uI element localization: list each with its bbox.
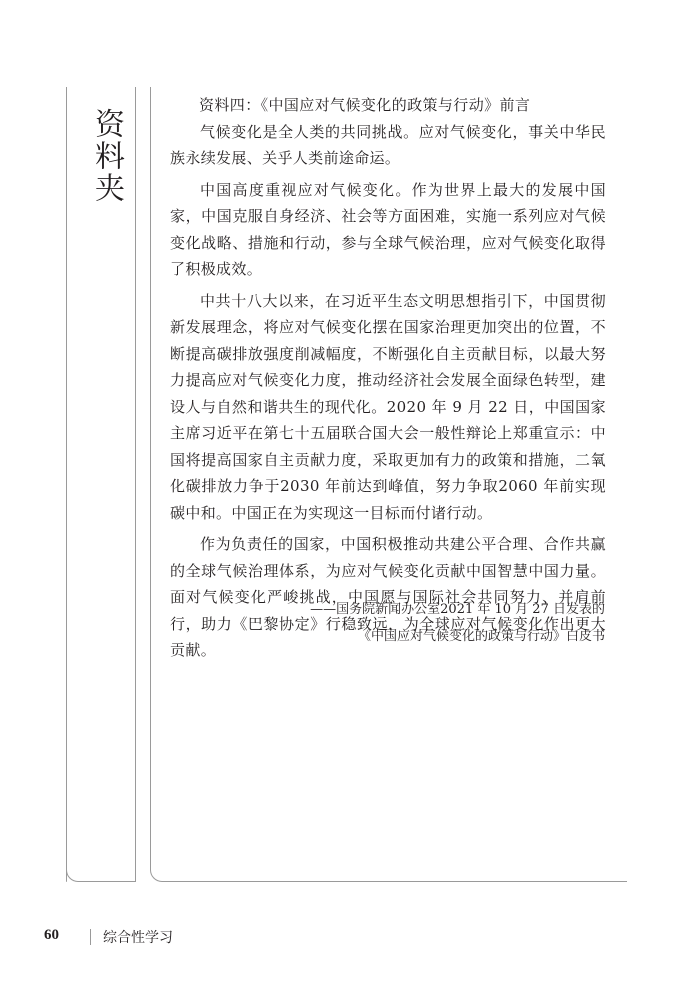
footer-divider xyxy=(90,929,91,945)
paragraph-3: 中共十八大以来，在习近平生态文明思想指引下，中国贯彻新发展理念，将应对气候变化摆在国家治理更加突出的位置，不断提高碳排放强度削减幅度，不断强化自主贡献目标，以最大努力提高应对气候变化力度，推动经济社会发展全面绿色转型，建设人与自然和谐共生的现代化。2020 年 9 月 22 日，中国国家主席习近平在第七十五届联合国大会一般性辩论上郑重宣示：中国将提高国家自主贡献力度，采取更加有力的政策和措施，二氧化碳排放力争于2030 年前达到峰值，努力争取2060 年前实现碳中和。中国正在为实现这一目标而付诸行动。 xyxy=(170,291,606,522)
sidebar-frame xyxy=(66,87,136,882)
sidebar-frame-corner xyxy=(66,870,136,882)
source-attribution-line-2: 《中国应对气候变化的政策与行动》白皮书 xyxy=(357,629,605,644)
footer-section-label: 综合性学习 xyxy=(103,930,173,946)
page-number: 60 xyxy=(44,927,59,943)
paragraph-2: 中国高度重视应对气候变化。作为世界上最大的发展中国家，中国克服自身经济、社会等方面困难，实施一系列应对气候变化战略、措施和行动，参与全球气候治理，应对气候变化取得了积极成效。 xyxy=(170,180,606,278)
source-attribution-line-1: ——国务院新闻办公室2021 年 10 月 27 日发表的 xyxy=(310,602,605,617)
sidebar-title: 资料夹 xyxy=(89,108,124,204)
paragraph-4: 作为负责任的国家，中国积极推动共建公平合理、合作共赢的全球气候治理体系，为应对气候变化贡献中国智慧中国力量。面对气候变化严峻挑战，中国愿与国际社会共同努力、并肩前行，助力《巴黎协定》行稳致远，为全球应对气候变化作出更大贡献。 xyxy=(170,535,606,659)
document-body xyxy=(170,92,606,664)
document-heading: 资料四：《中国应对气候变化的政策与行动》前言 xyxy=(199,96,531,114)
paragraph-1: 气候变化是全人类的共同挑战。应对气候变化，事关中华民族永续发展、关乎人类前途命运。 xyxy=(170,122,606,167)
